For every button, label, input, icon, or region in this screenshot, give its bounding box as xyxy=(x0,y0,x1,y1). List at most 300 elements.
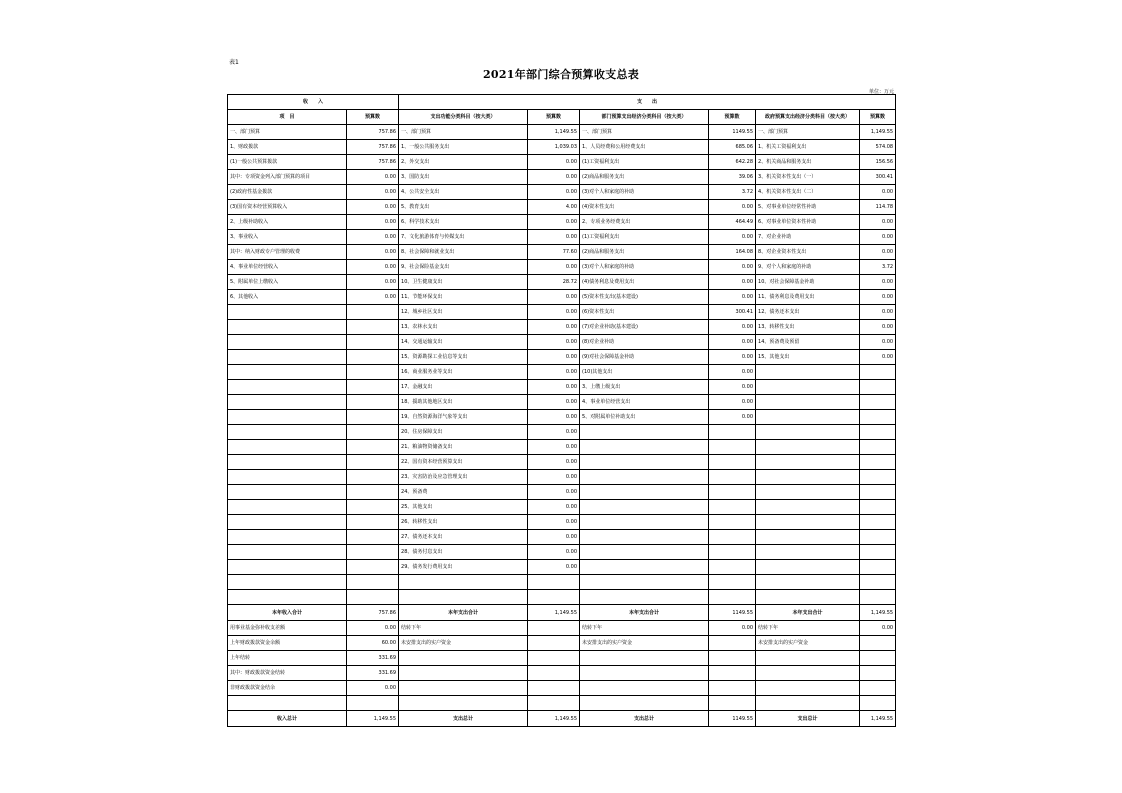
income-amount-cell: 0.00 xyxy=(347,245,399,260)
func-amount-cell: 0.00 xyxy=(528,395,580,410)
income-item-cell: 本年收入合计 xyxy=(228,605,347,621)
func-amount-cell: 0.00 xyxy=(528,500,580,515)
func-item-cell: 5、教育支出 xyxy=(399,200,528,215)
gov-econ-item-cell: 11、债务利息及费用支出 xyxy=(756,290,860,305)
dept-econ-amount-cell xyxy=(709,470,756,485)
func-item-cell: 一、部门预算 xyxy=(399,125,528,140)
dept-econ-item-cell xyxy=(580,575,709,590)
income-item-cell: 收入总计 xyxy=(228,711,347,727)
gov-econ-amount-cell xyxy=(860,681,896,696)
func-item-cell: 12、城乡社区支出 xyxy=(399,305,528,320)
table-row xyxy=(228,621,896,636)
income-amount-cell: 0.00 xyxy=(347,290,399,305)
dept-econ-amount-cell xyxy=(709,681,756,696)
income-amount-cell xyxy=(347,305,399,320)
func-amount-cell xyxy=(528,696,580,711)
func-item-cell: 21、粮油物资储备支出 xyxy=(399,440,528,455)
gov-econ-amount-cell: 156.56 xyxy=(860,155,896,170)
gov-econ-item-cell: 未安排支出的实户资金 xyxy=(756,636,860,651)
func-item-cell: 支出总计 xyxy=(399,711,528,727)
income-item-cell xyxy=(228,395,347,410)
dept-econ-amount-cell: 0.00 xyxy=(709,350,756,365)
dept-econ-item-cell xyxy=(580,455,709,470)
gov-econ-amount-cell xyxy=(860,530,896,545)
gov-econ-item-cell: 10、对社会保障基金补助 xyxy=(756,275,860,290)
func-item-cell: 29、债务发行费用支出 xyxy=(399,560,528,575)
func-amount-cell: 0.00 xyxy=(528,215,580,230)
gov-econ-item-cell: 14、预备费及预留 xyxy=(756,335,860,350)
table-row xyxy=(228,170,896,185)
income-amount-cell: 60.00 xyxy=(347,636,399,651)
dept-econ-amount-cell: 39.06 xyxy=(709,170,756,185)
func-item-cell: 17、金融支出 xyxy=(399,380,528,395)
dept-econ-amount-cell: 0.00 xyxy=(709,320,756,335)
table-row xyxy=(228,440,896,455)
func-amount-cell: 0.00 xyxy=(528,455,580,470)
table-row xyxy=(228,275,896,290)
gov-econ-amount-cell xyxy=(860,515,896,530)
table-row xyxy=(228,305,896,320)
income-item-cell xyxy=(228,350,347,365)
income-item-cell xyxy=(228,545,347,560)
func-item-cell: 14、交通运输支出 xyxy=(399,335,528,350)
dept-econ-item-cell: 一、部门预算 xyxy=(580,125,709,140)
income-amount-cell: 0.00 xyxy=(347,681,399,696)
gov-econ-item-cell xyxy=(756,666,860,681)
gov-econ-item-cell xyxy=(756,545,860,560)
income-item-cell xyxy=(228,575,347,590)
func-item-cell: 本年支出合计 xyxy=(399,605,528,621)
table-row xyxy=(228,636,896,651)
income-amount-cell xyxy=(347,410,399,425)
dept-econ-item-cell: (1)工资福利支出 xyxy=(580,230,709,245)
col-header-item: 项 目 xyxy=(228,110,347,125)
gov-econ-amount-cell: 0.00 xyxy=(860,621,896,636)
gov-econ-amount-cell: 114.78 xyxy=(860,200,896,215)
gov-econ-item-cell xyxy=(756,470,860,485)
gov-econ-item-cell xyxy=(756,485,860,500)
dept-econ-item-cell xyxy=(580,681,709,696)
col-header-budget: 预算数 xyxy=(528,110,580,125)
func-item-cell: 结转下年 xyxy=(399,621,528,636)
dept-econ-item-cell xyxy=(580,590,709,605)
dept-econ-amount-cell: 0.00 xyxy=(709,200,756,215)
income-amount-cell xyxy=(347,440,399,455)
func-amount-cell: 0.00 xyxy=(528,170,580,185)
func-item-cell: 9、社会保险基金支出 xyxy=(399,260,528,275)
gov-econ-amount-cell: 574.08 xyxy=(860,140,896,155)
func-amount-cell: 0.00 xyxy=(528,425,580,440)
table-row xyxy=(228,545,896,560)
func-item-cell: 15、资源勘探工业信息等支出 xyxy=(399,350,528,365)
income-amount-cell: 331.69 xyxy=(347,651,399,666)
income-amount-cell xyxy=(347,455,399,470)
dept-econ-item-cell: (9)对社会保障基金补助 xyxy=(580,350,709,365)
budget-summary-table xyxy=(227,94,896,727)
func-amount-cell xyxy=(528,681,580,696)
dept-econ-item-cell: (2)商品和服务支出 xyxy=(580,170,709,185)
income-item-cell: 其中：纳入财政专户管理的收费 xyxy=(228,245,347,260)
gov-econ-item-cell: 4、机关资本性支出（二） xyxy=(756,185,860,200)
func-amount-cell: 0.00 xyxy=(528,155,580,170)
gov-econ-amount-cell xyxy=(860,365,896,380)
func-amount-cell: 0.00 xyxy=(528,185,580,200)
dept-econ-amount-cell: 0.00 xyxy=(709,230,756,245)
func-item-cell: 28、债务付息支出 xyxy=(399,545,528,560)
gov-econ-amount-cell xyxy=(860,440,896,455)
gov-econ-amount-cell xyxy=(860,560,896,575)
dept-econ-item-cell: 4、事业单位经营支出 xyxy=(580,395,709,410)
dept-econ-item-cell xyxy=(580,696,709,711)
gov-econ-amount-cell: 0.00 xyxy=(860,230,896,245)
income-amount-cell: 0.00 xyxy=(347,215,399,230)
table-row xyxy=(228,681,896,696)
expenditure-section-header: 支 出 xyxy=(399,95,896,110)
gov-econ-item-cell: 9、对个人和家庭的补助 xyxy=(756,260,860,275)
table-row xyxy=(228,666,896,681)
income-item-cell xyxy=(228,320,347,335)
gov-econ-amount-cell: 0.00 xyxy=(860,335,896,350)
table-number-tag: 表1 xyxy=(229,59,239,66)
func-amount-cell: 0.00 xyxy=(528,320,580,335)
col-header-budget: 预算数 xyxy=(860,110,896,125)
income-item-cell: 一、部门预算 xyxy=(228,125,347,140)
func-amount-cell: 0.00 xyxy=(528,470,580,485)
dept-econ-item-cell xyxy=(580,530,709,545)
dept-econ-amount-cell: 164.08 xyxy=(709,245,756,260)
gov-econ-amount-cell: 0.00 xyxy=(860,290,896,305)
gov-econ-item-cell xyxy=(756,365,860,380)
col-header-budget: 预算数 xyxy=(709,110,756,125)
income-item-cell: 1、财政拨款 xyxy=(228,140,347,155)
table-row xyxy=(228,125,896,140)
gov-econ-amount-cell xyxy=(860,500,896,515)
table-row xyxy=(228,455,896,470)
func-amount-cell: 0.00 xyxy=(528,545,580,560)
gov-econ-item-cell xyxy=(756,440,860,455)
dept-econ-amount-cell: 685.06 xyxy=(709,140,756,155)
func-item-cell: 26、转移性支出 xyxy=(399,515,528,530)
income-item-cell: (3)国有资本经营预算收入 xyxy=(228,200,347,215)
income-amount-cell xyxy=(347,470,399,485)
dept-econ-amount-cell: 0.00 xyxy=(709,275,756,290)
income-item-cell: 上年结转 xyxy=(228,651,347,666)
table-row xyxy=(228,425,896,440)
table-row xyxy=(228,260,896,275)
func-amount-cell: 1,149.55 xyxy=(528,605,580,621)
func-item-cell: 18、援助其他地区支出 xyxy=(399,395,528,410)
table-row xyxy=(228,560,896,575)
gov-econ-amount-cell xyxy=(860,590,896,605)
gov-econ-amount-cell xyxy=(860,651,896,666)
gov-econ-amount-cell xyxy=(860,425,896,440)
table-row xyxy=(228,651,896,666)
income-item-cell xyxy=(228,590,347,605)
income-item-cell xyxy=(228,380,347,395)
dept-econ-item-cell: (1)工资福利支出 xyxy=(580,155,709,170)
dept-econ-item-cell: (3)对个人和家庭的补助 xyxy=(580,260,709,275)
gov-econ-item-cell: 3、机关资本性支出（一） xyxy=(756,170,860,185)
gov-econ-amount-cell xyxy=(860,380,896,395)
gov-econ-item-cell: 15、其他支出 xyxy=(756,350,860,365)
dept-econ-item-cell xyxy=(580,515,709,530)
func-item-cell: 20、住房保障支出 xyxy=(399,425,528,440)
income-item-cell: (1)一般公共预算拨款 xyxy=(228,155,347,170)
dept-econ-amount-cell: 0.00 xyxy=(709,395,756,410)
func-item-cell xyxy=(399,575,528,590)
dept-econ-item-cell: (10)其他支出 xyxy=(580,365,709,380)
gov-econ-item-cell xyxy=(756,500,860,515)
func-item-cell: 11、节能环保支出 xyxy=(399,290,528,305)
func-amount-cell: 0.00 xyxy=(528,350,580,365)
income-amount-cell: 0.00 xyxy=(347,200,399,215)
func-item-cell: 10、卫生健康支出 xyxy=(399,275,528,290)
func-amount-cell: 77.60 xyxy=(528,245,580,260)
dept-econ-item-cell: (6)资本性支出 xyxy=(580,305,709,320)
dept-econ-amount-cell xyxy=(709,455,756,470)
dept-econ-amount-cell xyxy=(709,651,756,666)
gov-econ-item-cell: 支出总计 xyxy=(756,711,860,727)
unit-label: 单位：万元 xyxy=(868,89,894,95)
func-amount-cell: 1,039.03 xyxy=(528,140,580,155)
gov-econ-item-cell xyxy=(756,425,860,440)
func-item-cell: 19、自然资源海洋气象等支出 xyxy=(399,410,528,425)
income-item-cell: 用事业基金弥补收支差额 xyxy=(228,621,347,636)
dept-econ-item-cell: 2、专项业务经费支出 xyxy=(580,215,709,230)
gov-econ-amount-cell: 1,149.55 xyxy=(860,605,896,621)
dept-econ-item-cell: (4)资本性支出 xyxy=(580,200,709,215)
income-item-cell xyxy=(228,470,347,485)
income-amount-cell xyxy=(347,395,399,410)
income-item-cell xyxy=(228,335,347,350)
func-amount-cell xyxy=(528,575,580,590)
func-item-cell xyxy=(399,681,528,696)
table-row xyxy=(228,245,896,260)
col-header-gov-econ: 政府预算支出经济分类科目（按大类） xyxy=(756,110,860,125)
dept-econ-amount-cell: 0.00 xyxy=(709,335,756,350)
dept-econ-amount-cell: 3.72 xyxy=(709,185,756,200)
dept-econ-item-cell: 未安排支出的实户资金 xyxy=(580,636,709,651)
table-row xyxy=(228,215,896,230)
gov-econ-item-cell: 13、转移性支出 xyxy=(756,320,860,335)
dept-econ-amount-cell xyxy=(709,485,756,500)
func-amount-cell: 0.00 xyxy=(528,485,580,500)
income-item-cell: 其中：专项资金列入部门预算的项目 xyxy=(228,170,347,185)
dept-econ-item-cell: 5、对附属单位补助支出 xyxy=(580,410,709,425)
gov-econ-item-cell xyxy=(756,380,860,395)
grand-total-row xyxy=(228,711,896,727)
gov-econ-item-cell: 8、对企业资本性支出 xyxy=(756,245,860,260)
dept-econ-item-cell: (2)商品和服务支出 xyxy=(580,245,709,260)
gov-econ-amount-cell xyxy=(860,666,896,681)
dept-econ-amount-cell xyxy=(709,425,756,440)
income-item-cell: 上年财政拨款资金余额 xyxy=(228,636,347,651)
income-amount-cell xyxy=(347,425,399,440)
income-item-cell xyxy=(228,530,347,545)
gov-econ-item-cell: 7、对企业补助 xyxy=(756,230,860,245)
income-amount-cell xyxy=(347,530,399,545)
income-amount-cell xyxy=(347,515,399,530)
gov-econ-amount-cell: 0.00 xyxy=(860,275,896,290)
income-amount-cell xyxy=(347,545,399,560)
dept-econ-amount-cell: 0.00 xyxy=(709,365,756,380)
col-header-func: 支出功能分类科目（按大类） xyxy=(399,110,528,125)
gov-econ-item-cell: 1、机关工资福利支出 xyxy=(756,140,860,155)
income-amount-cell: 1,149.55 xyxy=(347,711,399,727)
income-amount-cell: 757.86 xyxy=(347,140,399,155)
table-row xyxy=(228,335,896,350)
func-item-cell: 6、科学技术支出 xyxy=(399,215,528,230)
income-item-cell: 2、上级补助收入 xyxy=(228,215,347,230)
func-item-cell: 7、文化旅游体育与传媒支出 xyxy=(399,230,528,245)
income-amount-cell xyxy=(347,500,399,515)
dept-econ-item-cell: 支出总计 xyxy=(580,711,709,727)
gov-econ-item-cell: 12、债务还本支出 xyxy=(756,305,860,320)
income-item-cell xyxy=(228,365,347,380)
dept-econ-amount-cell xyxy=(709,530,756,545)
gov-econ-item-cell: 2、机关商品和服务支出 xyxy=(756,155,860,170)
income-amount-cell xyxy=(347,575,399,590)
income-item-cell: 4、事业单位经营收入 xyxy=(228,260,347,275)
income-item-cell xyxy=(228,500,347,515)
gov-econ-item-cell xyxy=(756,696,860,711)
func-amount-cell xyxy=(528,666,580,681)
func-item-cell: 22、国有资本经营预算支出 xyxy=(399,455,528,470)
func-amount-cell: 28.72 xyxy=(528,275,580,290)
func-amount-cell: 1,149.55 xyxy=(528,125,580,140)
func-amount-cell: 0.00 xyxy=(528,380,580,395)
dept-econ-amount-cell xyxy=(709,515,756,530)
annual-total-row xyxy=(228,605,896,621)
gov-econ-amount-cell: 3.72 xyxy=(860,260,896,275)
gov-econ-item-cell xyxy=(756,590,860,605)
gov-econ-item-cell xyxy=(756,395,860,410)
dept-econ-amount-cell: 1149.55 xyxy=(709,125,756,140)
dept-econ-item-cell xyxy=(580,500,709,515)
dept-econ-amount-cell xyxy=(709,666,756,681)
income-item-cell xyxy=(228,696,347,711)
income-amount-cell xyxy=(347,320,399,335)
func-item-cell: 27、债务还本支出 xyxy=(399,530,528,545)
func-amount-cell xyxy=(528,636,580,651)
table-row xyxy=(228,696,896,711)
income-item-cell: 6、其他收入 xyxy=(228,290,347,305)
func-amount-cell: 4.00 xyxy=(528,200,580,215)
dept-econ-amount-cell xyxy=(709,560,756,575)
func-amount-cell: 0.00 xyxy=(528,560,580,575)
dept-econ-item-cell xyxy=(580,560,709,575)
func-amount-cell xyxy=(528,651,580,666)
dept-econ-amount-cell: 464.49 xyxy=(709,215,756,230)
func-item-cell xyxy=(399,666,528,681)
income-item-cell: 5、附属单位上缴收入 xyxy=(228,275,347,290)
gov-econ-amount-cell: 300.41 xyxy=(860,170,896,185)
func-amount-cell: 0.00 xyxy=(528,515,580,530)
table-row xyxy=(228,530,896,545)
income-item-cell xyxy=(228,485,347,500)
dept-econ-item-cell xyxy=(580,485,709,500)
income-item-cell: 3、事业收入 xyxy=(228,230,347,245)
dept-econ-amount-cell xyxy=(709,636,756,651)
func-amount-cell xyxy=(528,590,580,605)
table-row xyxy=(228,365,896,380)
income-amount-cell xyxy=(347,335,399,350)
dept-econ-item-cell: 1、人员经费和公用经费支出 xyxy=(580,140,709,155)
func-amount-cell: 0.00 xyxy=(528,230,580,245)
income-amount-cell xyxy=(347,696,399,711)
func-item-cell: 24、预备费 xyxy=(399,485,528,500)
table-row xyxy=(228,485,896,500)
dept-econ-item-cell xyxy=(580,651,709,666)
func-item-cell xyxy=(399,696,528,711)
func-item-cell xyxy=(399,590,528,605)
gov-econ-item-cell xyxy=(756,410,860,425)
income-amount-cell: 757.86 xyxy=(347,125,399,140)
income-item-cell xyxy=(228,440,347,455)
col-header-budget: 预算数 xyxy=(347,110,399,125)
income-amount-cell: 757.86 xyxy=(347,155,399,170)
dept-econ-item-cell: (7)对企业补助(基本建设) xyxy=(580,320,709,335)
gov-econ-item-cell: 6、对事业单位资本性补助 xyxy=(756,215,860,230)
income-item-cell xyxy=(228,305,347,320)
gov-econ-item-cell: 5、对事业单位经常性补助 xyxy=(756,200,860,215)
gov-econ-item-cell: 本年支出合计 xyxy=(756,605,860,621)
income-item-cell xyxy=(228,560,347,575)
dept-econ-amount-cell: 642.28 xyxy=(709,155,756,170)
func-item-cell: 25、其他支出 xyxy=(399,500,528,515)
gov-econ-amount-cell xyxy=(860,455,896,470)
income-item-cell: 非财政拨款资金结余 xyxy=(228,681,347,696)
dept-econ-item-cell: (8)对企业补助 xyxy=(580,335,709,350)
income-item-cell xyxy=(228,515,347,530)
gov-econ-amount-cell: 0.00 xyxy=(860,185,896,200)
income-amount-cell: 757.86 xyxy=(347,605,399,621)
gov-econ-amount-cell: 0.00 xyxy=(860,305,896,320)
gov-econ-amount-cell xyxy=(860,545,896,560)
dept-econ-item-cell xyxy=(580,470,709,485)
func-item-cell: 8、社会保障和就业支出 xyxy=(399,245,528,260)
income-amount-cell: 0.00 xyxy=(347,230,399,245)
income-amount-cell xyxy=(347,560,399,575)
gov-econ-item-cell: 一、部门预算 xyxy=(756,125,860,140)
dept-econ-item-cell: 本年支出合计 xyxy=(580,605,709,621)
dept-econ-amount-cell: 1149.55 xyxy=(709,605,756,621)
dept-econ-item-cell: (5)资本性支出(基本建设) xyxy=(580,290,709,305)
gov-econ-amount-cell: 0.00 xyxy=(860,320,896,335)
table-row xyxy=(228,395,896,410)
dept-econ-amount-cell: 0.00 xyxy=(709,290,756,305)
gov-econ-amount-cell xyxy=(860,696,896,711)
func-item-cell: 13、农林水支出 xyxy=(399,320,528,335)
table-row xyxy=(228,140,896,155)
dept-econ-amount-cell: 0.00 xyxy=(709,410,756,425)
func-item-cell: 23、灾害防治及应急管理支出 xyxy=(399,470,528,485)
table-row xyxy=(228,470,896,485)
dept-econ-item-cell: (4)债务利息及费用支出 xyxy=(580,275,709,290)
func-amount-cell: 1,149.55 xyxy=(528,711,580,727)
table-row xyxy=(228,500,896,515)
dept-econ-amount-cell: 0.00 xyxy=(709,380,756,395)
gov-econ-item-cell xyxy=(756,530,860,545)
income-amount-cell: 0.00 xyxy=(347,621,399,636)
dept-econ-item-cell: 结转下年 xyxy=(580,621,709,636)
table-row xyxy=(228,380,896,395)
dept-econ-item-cell xyxy=(580,666,709,681)
dept-econ-amount-cell xyxy=(709,590,756,605)
gov-econ-amount-cell xyxy=(860,636,896,651)
income-amount-cell xyxy=(347,590,399,605)
income-item-cell: (2)政府性基金拨款 xyxy=(228,185,347,200)
